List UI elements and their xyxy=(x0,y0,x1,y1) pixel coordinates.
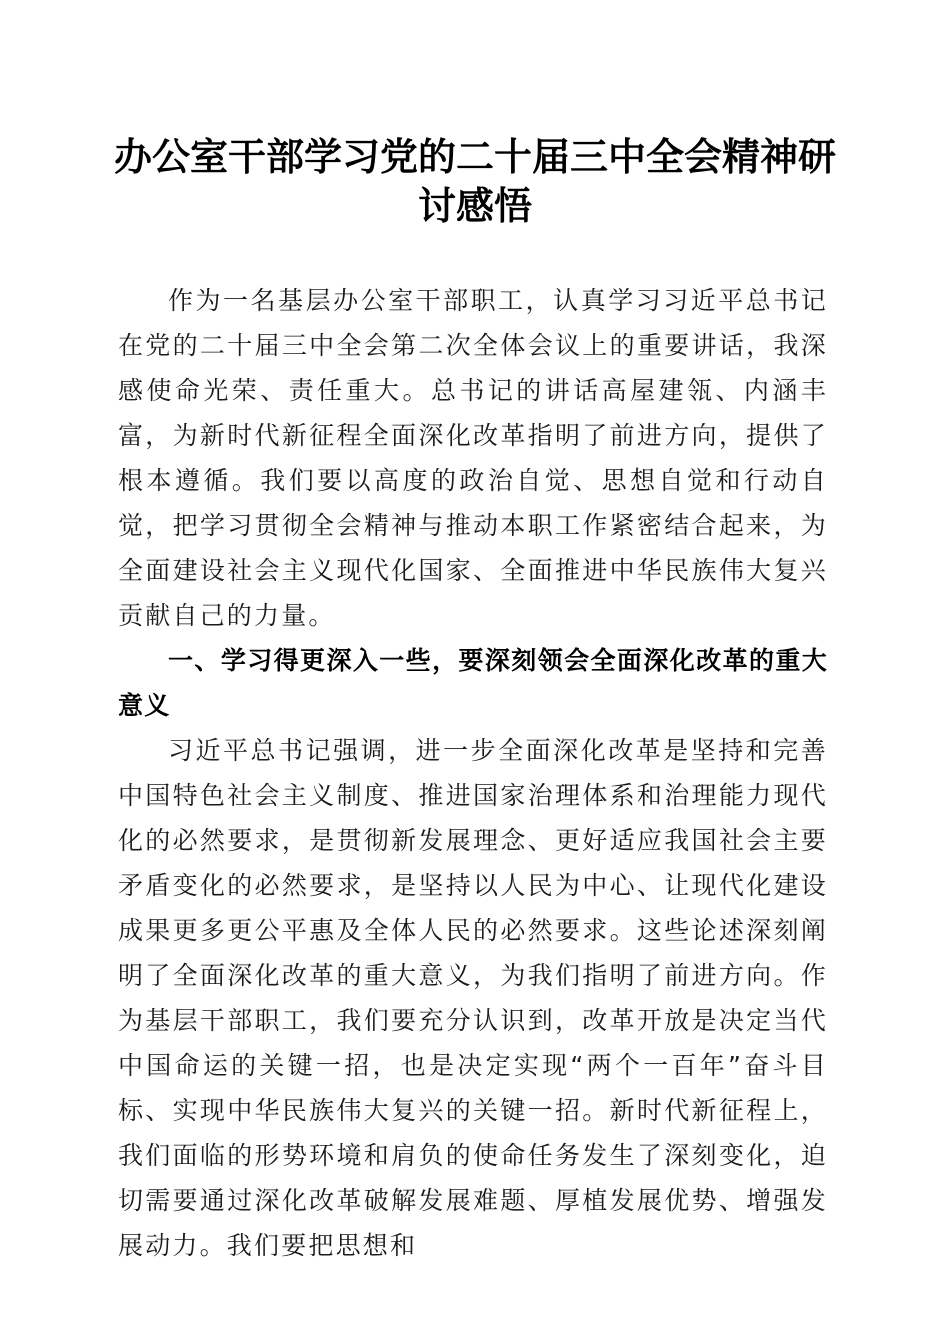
section-paragraph: 习近平总书记强调，进一步全面深化改革是坚持和完善中国特色社会主义制度、推进国家治理体系和治理能力现代化的必然要求，是贯彻新发展理念、更好适应我国社会主要矛盾变化的必然要求，是坚持以人民为中心、让现代化建设成果更多更公平惠及全体人民的必然要求。这些论述深刻阐明了全面深化改革的重大意义，为我们指明了前进方向。作为基层干部职工，我们要充分认识到，改革开放是决定当代中国命运的关键一招，也是决定实现“两个一百年”奋斗目标、实现中华民族伟大复兴的关键一招。新时代新征程上，我们面临的形势环境和肩负的使命任务发生了深刻变化，迫切需要通过深化改革破解发展难题、厚植发展优势、增强发展动力。我们要把思想和 xyxy=(118,736,828,1260)
intro-paragraph: 作为一名基层办公室干部职工，认真学习习近平总书记在党的二十届三中全会第二次全体会议上的重要讲话，我深感使命光荣、责任重大。总书记的讲话高屋建瓴、内涵丰富，为新时代新征程全面深化改革指明了前进方向，提供了根本遵循。我们要以高度的政治自觉、思想自觉和行动自觉，把学习贯彻全会精神与推动本职工作紧密结合起来，为全面建设社会主义现代化国家、全面推进中华民族伟大复兴贡献自己的力量。 xyxy=(118,286,828,630)
section-heading: 一、学习得更深入一些，要深刻领会全面深化改革的重大意义 xyxy=(118,646,828,720)
document-body xyxy=(118,278,828,1268)
document-title: 办公室干部学习党的二十届三中全会精神研讨感悟 xyxy=(113,134,836,228)
